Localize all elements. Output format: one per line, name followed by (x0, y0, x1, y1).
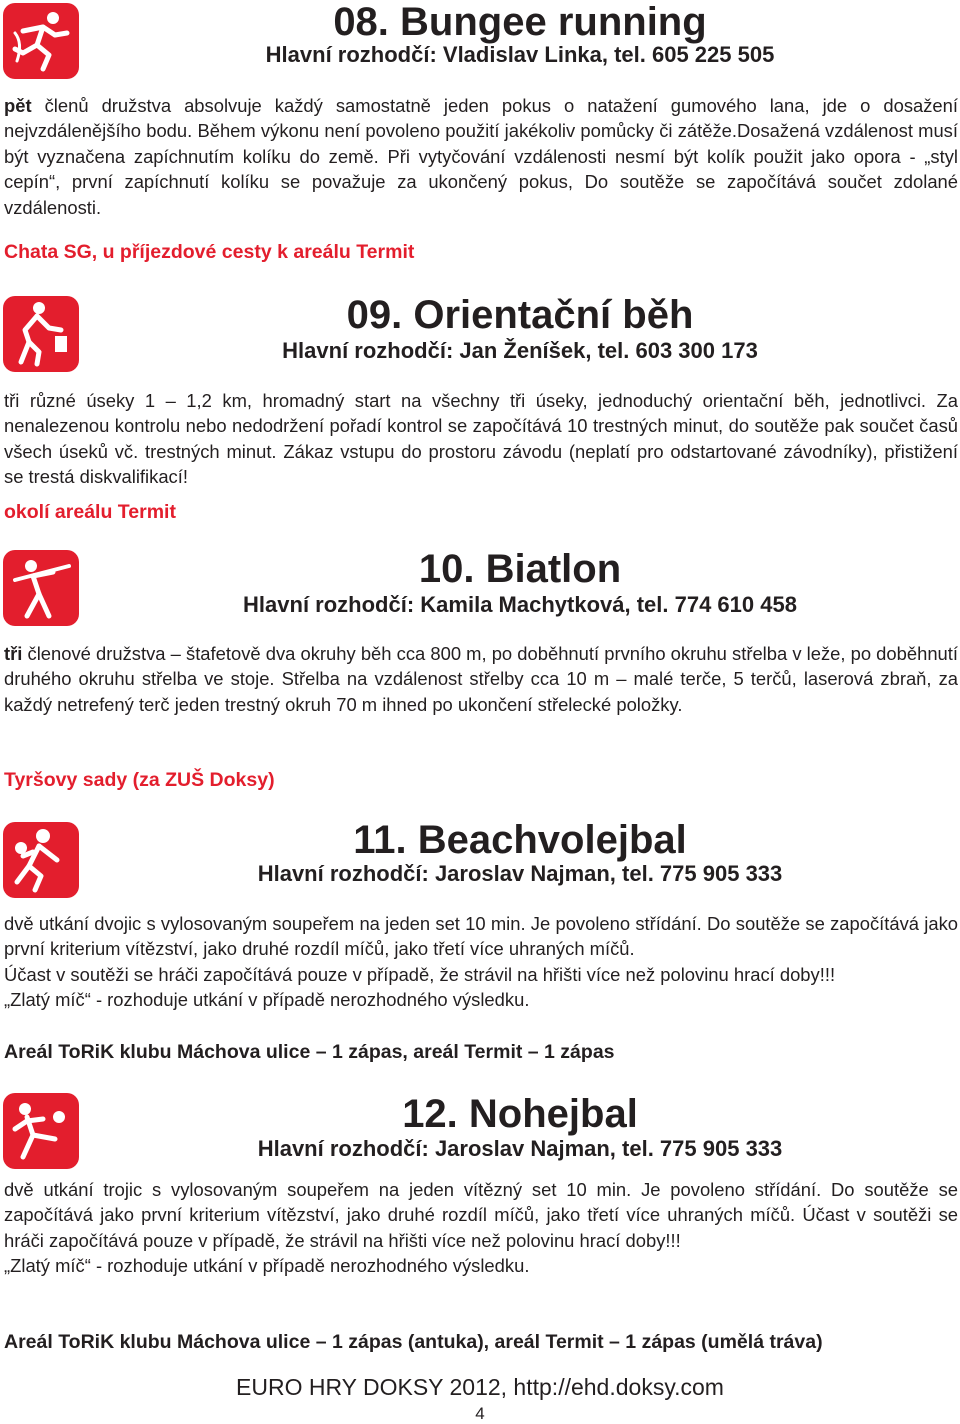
description-paragraph: dvě utkání trojic s vylosovaným soupeřem na jeden vítězný set 10 min. Je povoleno střídání. Do soutěže se započítává jako první kriterium vítězství, jako druhé rozdíl míčů, jako třetí více uhraných míčů. Účast v soutěži se hráči započítává pouze v případě, že strávil na hřišti více než polovinu hrací doby!!! (4, 1179, 958, 1251)
section-description (4, 1177, 958, 1279)
description-text: tři různé úseky 1 – 1,2 km, hromadný start na všechny tři úseky, jednoduchý orientační běh, jednotlivci. Za nenalezenou kontrolu nebo nedodržení pořadí kontrol se započítává 10 trestných minut, do soutěže pak součet časů všech úseků vč. trestných minut. Zákaz vstupu do prostoru závodu (neplatí pro odstartované závodníky), přistižení se trestá diskvalifikací! (4, 390, 958, 488)
location-label: okolí areálu Termit (4, 501, 176, 523)
section-description (4, 911, 958, 1013)
referee-line: Hlavní rozhodčí: Jaroslav Najman, tel. 775 905 333 (257, 861, 783, 886)
beach-volleyball-icon (3, 822, 79, 898)
orienteering-icon (3, 296, 79, 372)
referee-line: Hlavní rozhodčí: Jan Ženíšek, tel. 603 300 173 (282, 338, 758, 363)
location-label: Chata SG, u příjezdové cesty k areálu Termit (4, 241, 415, 263)
description-paragraph: Účast v soutěži se hráči započítává pouze v případě, že strávil na hřišti více než polovinu hrací doby!!! (4, 963, 836, 985)
location-label: Areál ToRiK klubu Máchova ulice – 1 zápas (antuka), areál Termit – 1 zápas (umělá tráva) (4, 1331, 823, 1353)
lead-word: pět (4, 95, 32, 116)
lead-word: tři (4, 643, 23, 664)
page-number: 4 (475, 1404, 485, 1423)
biathlon-icon (3, 550, 79, 626)
description-paragraph: „Zlatý míč“ - rozhoduje utkání v případě nerozhodného výsledku. (4, 989, 530, 1011)
referee-line: Hlavní rozhodčí: Jaroslav Najman, tel. 775 905 333 (257, 1136, 783, 1161)
description-text: členové družstva – štafetově dva okruhy běh cca 800 m, po doběhnutí prvního okruhu střelba v leže, po doběhnutí druhého okruhu střelba ve stoje. Střelba na vzdálenost střelby cca 10 m – malé terče, 5 terčů, laserová zbraň, za každý netrefený terč jeden trestný okruh 70 m ihned po ukončení střelecké položky. (4, 643, 958, 715)
section-description (4, 93, 958, 220)
section-title: 09. Orientační běh (346, 293, 694, 337)
section-title: 11. Beachvolejbal (353, 818, 687, 862)
section-title: 10. Biatlon (418, 547, 622, 591)
referee-line: Hlavní rozhodčí: Vladislav Linka, tel. 605 225 505 (265, 42, 775, 67)
description-paragraph: „Zlatý míč“ - rozhoduje utkání v případě nerozhodného výsledku. (4, 1255, 530, 1277)
bungee-running-icon (3, 3, 79, 79)
footer-text: EURO HRY DOKSY 2012, http://ehd.doksy.com (236, 1374, 724, 1400)
footvolley-icon (3, 1093, 79, 1169)
section-title: 12. Nohejbal (402, 1092, 638, 1136)
referee-line: Hlavní rozhodčí: Kamila Machytková, tel. 774 610 458 (243, 592, 797, 617)
description-text: členů družstva absolvuje každý samostatně jeden pokus o natažení gumového lana, jde o dosažení nejvzdálenějšího bodu. Během výkonu není povoleno použití jakékoliv pomůcky či zátěže.Dosažená vzdálenost musí být vyznačena zapíchnutím kolíku do země. Při vytyčování vzdálenosti nesmí být kolík použit jako opora - „styl cepín“, první zapíchnutí kolíku se považuje za ukončený pokus, Do soutěže se započítává součet zdolané vzdálenosti. (4, 95, 958, 218)
location-label: Tyršovy sady (za ZUŠ Doksy) (4, 769, 275, 791)
description-paragraph: dvě utkání dvojic s vylosovaným soupeřem na jeden set 10 min. Je povoleno střídání. Do soutěže se započítává jako první kriterium vítězství, jako druhé rozdíl míčů, jako třetí více uhraných míčů. (4, 913, 958, 960)
section-description (4, 641, 958, 717)
location-label: Areál ToRiK klubu Máchova ulice – 1 zápas, areál Termit – 1 zápas (4, 1041, 615, 1063)
section-description (4, 388, 958, 490)
section-title: 08. Bungee running (333, 0, 707, 44)
